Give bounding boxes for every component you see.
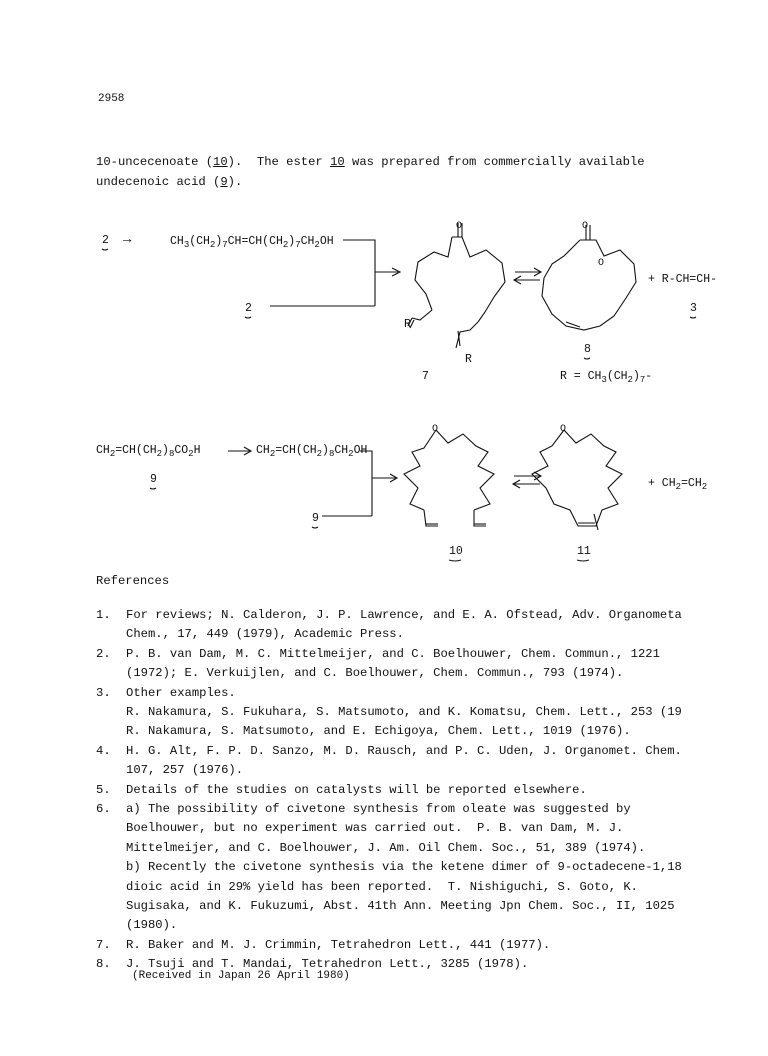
reference-line: 107, 257 (1976). xyxy=(126,763,244,778)
scheme2-alcohol: $CH_2=CH(CH_2)_8CH_2OH$ xyxy=(256,444,368,459)
reference-number: 8. xyxy=(96,957,111,972)
scheme1-byproduct: + R-CH=CH- xyxy=(648,273,718,286)
scheme1-alcohol: $CH_3(CH_2)_7CH=CH(CH_2)_7CH_2OH$ xyxy=(170,235,334,250)
scheme1-second-number: 2 xyxy=(245,302,252,315)
reference-number: 3. xyxy=(96,685,111,700)
received-note: (Received in Japan 26 April 1980) xyxy=(132,970,350,982)
scheme1-arrow: → xyxy=(123,232,132,248)
r-definition: $R = CH_3(CH_2)_7-$ xyxy=(560,370,653,385)
number-underlines xyxy=(102,249,696,561)
compound-7-ring xyxy=(408,223,505,348)
compound-10-ring xyxy=(404,430,494,526)
equilibrium-arrows-1 xyxy=(514,268,541,284)
reference-number: 6. xyxy=(96,802,111,816)
scheme2-byproduct: + $CH_2=CH_2$ xyxy=(648,477,708,492)
equilibrium-arrows-2 xyxy=(513,472,541,488)
reference-line: (1980). xyxy=(126,918,178,933)
compound-7-label: 7 xyxy=(422,370,429,383)
reference-number: 5. xyxy=(96,782,111,797)
scheme1-reagent-number: 2 xyxy=(102,234,109,247)
compound-11-ring xyxy=(532,430,622,530)
reference-line: Boelhouwer, but no experiment was carried out. P. B. van Dam, M. J. xyxy=(126,821,624,836)
reference-line: Mittelmeijer, and C. Boelhouwer, J. Am. Oil Chem. Soc., 51, 389 (1974). xyxy=(126,840,646,855)
reference-line: Sugisaka, and K. Fukuzumi, Abst. 41th Ann. Meeting Jpn Chem. Soc., II, 1025 xyxy=(126,899,675,913)
intro-line-1: 10-uncecenoate (10). The ester 10 was prepared from commercially available xyxy=(96,155,645,169)
reference-line: (1972); E. Verkuijlen, and C. Boelhouwer, Chem. Commun., 793 (1974). xyxy=(126,666,624,681)
reference-number: 1. xyxy=(96,608,111,622)
references-heading: References xyxy=(96,574,170,588)
reference-line: Other examples. xyxy=(126,685,236,700)
reference-line: P. B. van Dam, M. C. Mittelmeijer, and C. Boelhouwer, Chem. Commun., 1221 xyxy=(126,646,660,661)
scheme1-bracket xyxy=(270,240,400,306)
scheme2-acid: $CH_2=CH(CH_2)_8CO_2H$ xyxy=(96,444,201,459)
r-label-1: R xyxy=(404,318,411,331)
reference-line: R. Baker and M. J. Crimmin, Tetrahedron Lett., 441 (1977). xyxy=(126,937,551,952)
compound-11-label: 11 xyxy=(577,545,591,558)
r-label-2: R xyxy=(465,353,472,366)
reference-number: 7. xyxy=(96,937,111,952)
reference-number: 4. xyxy=(96,743,111,758)
o-label-3: O xyxy=(432,424,439,435)
o-label-4: O xyxy=(560,424,567,435)
compound-3-label: 3 xyxy=(690,302,697,315)
o-label-2: O xyxy=(582,221,589,232)
compound-8-label: 8 xyxy=(584,343,591,356)
compound-9-label-b: 9 xyxy=(312,512,319,525)
reference-line: b) Recently the civetone synthesis via the ketene dimer of 9-octadecene-1,18 xyxy=(126,860,682,875)
compound-10-label: 10 xyxy=(449,545,463,558)
reference-line: Details of the studies on catalysts will be reported elsewhere. xyxy=(126,782,587,797)
page-number: 2958 xyxy=(98,93,125,105)
scheme2-arrows xyxy=(228,447,397,516)
reference-line: a) The possibility of civetone synthesis from oleate was suggested by xyxy=(126,802,631,816)
reference-number: 2. xyxy=(96,646,111,661)
reference-line: H. G. Alt, F. P. D. Sanzo, M. D. Rausch, and P. C. Uden, J. Organomet. Chem. xyxy=(126,743,682,758)
o-label-1: O xyxy=(456,221,463,232)
reference-line: dioic acid in 29% yield has been reported. T. Nishiguchi, S. Goto, K. xyxy=(126,879,638,894)
o-label-ring: O xyxy=(598,258,605,269)
compound-8-ring xyxy=(542,225,636,330)
reference-line: For reviews; N. Calderon, J. P. Lawrence, and E. A. Ofstead, Adv. Organometa xyxy=(126,608,682,622)
intro-line-2: undecenoic acid (9). xyxy=(96,175,243,189)
reference-line: Chem., 17, 449 (1979), Academic Press. xyxy=(126,627,404,642)
reference-line: R. Nakamura, S. Fukuhara, S. Matsumoto, and K. Komatsu, Chem. Lett., 253 (19 xyxy=(126,705,682,719)
compound-9-label-a: 9 xyxy=(150,473,157,486)
reference-line: J. Tsuji and T. Mandai, Tetrahedron Lett., 3285 (1978). xyxy=(126,957,529,972)
reference-line: R. Nakamura, S. Matsumoto, and E. Echigoya, Chem. Lett., 1019 (1976). xyxy=(126,724,631,739)
